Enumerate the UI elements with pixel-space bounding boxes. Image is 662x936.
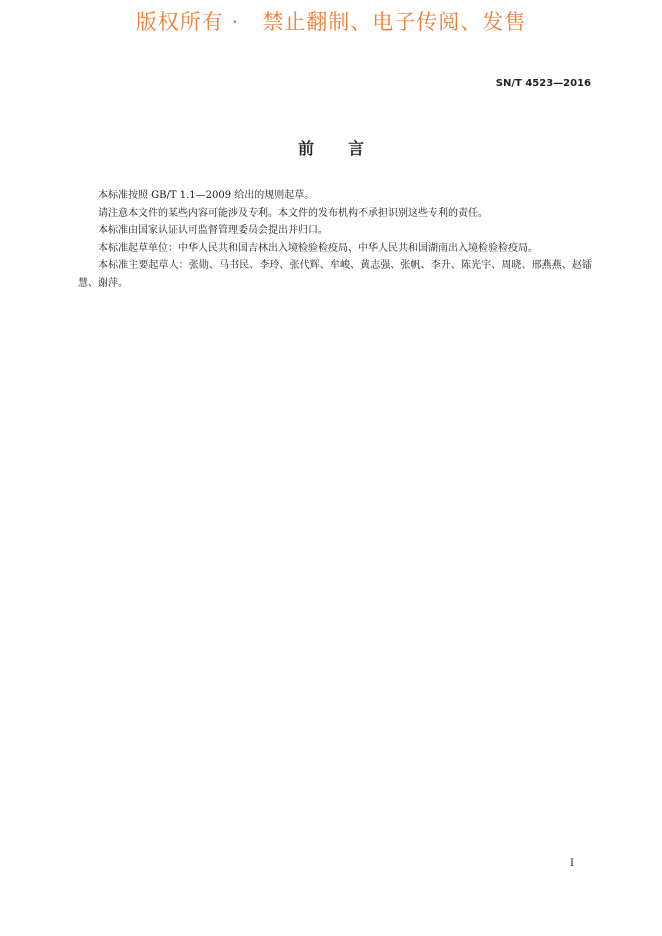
watermark-banner: 版权所有 · 禁止翻制、电子传阅、发售 [135, 10, 527, 34]
page-title: 前言 [297, 139, 398, 158]
paragraph-drafters: 本标准主要起草人：张勋、马书民、李玲、张代辉、牟峻、黄志强、张帆、李升、陈光宇、周晓、邢燕燕、赵镭慧、谢萍。 [78, 260, 592, 289]
page-number: I [570, 858, 574, 869]
foreword-body [78, 187, 592, 292]
paragraph-drafting-units: 本标准起草单位：中华人民共和国吉林出入境检验检疫局、中华人民共和国湖南出入境检验检疫局。 [98, 242, 538, 254]
standard-code: SN/T 4523—2016 [495, 78, 591, 89]
paragraph-proposer: 本标准由国家认证认可监督管理委员会提出并归口。 [98, 225, 328, 236]
paragraph-drafting-rules: 本标准按照 GB/T 1.1—2009 给出的规则起草。 [98, 190, 315, 201]
paragraph-patent-notice: 请注意本文件的某些内容可能涉及专利。本文件的发布机构不承担识别这些专利的责任。 [98, 207, 488, 219]
